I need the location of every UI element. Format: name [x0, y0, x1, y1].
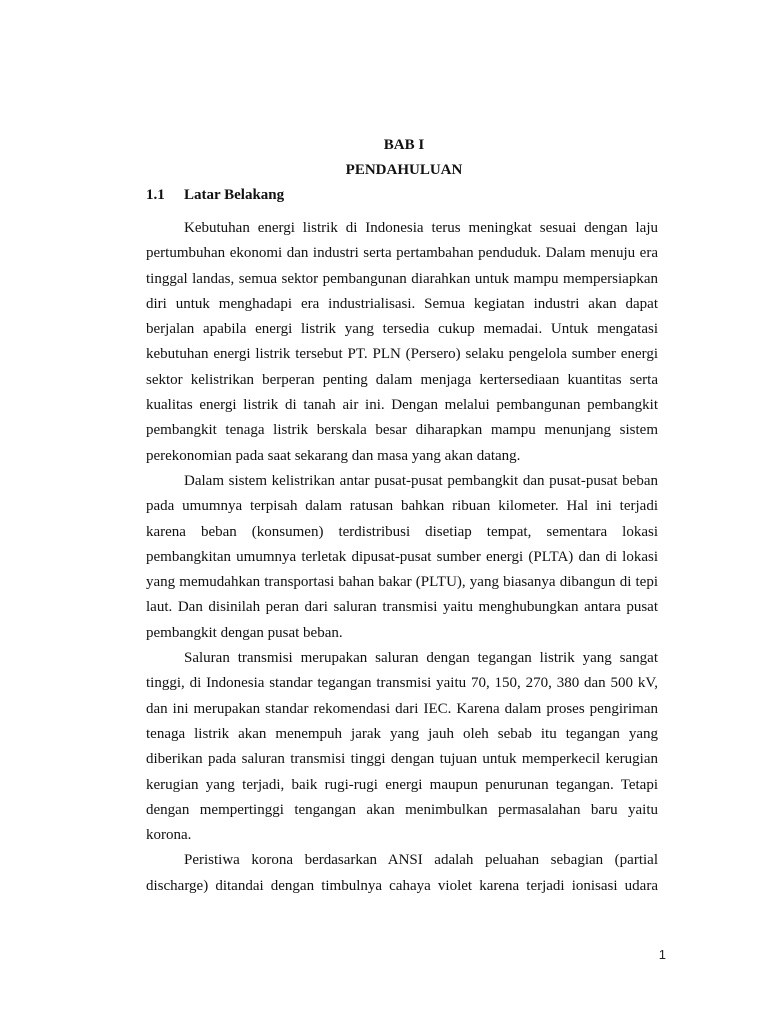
paragraph: Saluran transmisi merupakan saluran dengan tegangan listrik yang sangat tinggi, di Indonesia standar tegangan transmisi yaitu 70, 150, 270, 380 dan 500 kV, dan ini merupakan standar rekomendasi dari IEC. Karena dalam proses pengiriman tenaga listrik akan menempuh jarak yang jauh oleh sebab itu tegangan yang diberikan pada saluran transmisi tinggi dengan tujuan untuk memperkecil kerugian kerugian yang terjadi, baik rugi-rugi energi maupun penurunan tegangan. Tetapi dengan mempertinggi tengangan akan menimbulkan permasalahan baru yaitu korona. [146, 650, 658, 844]
paragraph: Kebutuhan energi listrik di Indonesia terus meningkat sesuai dengan laju pertumbuhan ekonomi dan industri serta pertambahan penduduk. Dalam menuju era tinggal landas, semua sektor pembangunan diarahkan untuk mampu mempersiapkan diri untuk menghadapi era industrialisasi. Semua kegiatan industri akan dapat berjalan apabila energi listrik yang tersedia cukup memadai. Untuk mengatasi kebutuhan energi listrik tersebut PT. PLN (Persero) selaku pengelola sumber energi sektor kelistrikan berperan penting dalam menjaga kertersediaan kuantitas serta kualitas energi listrik di tanah air ini. Dengan melalui pembangunan pembangkit pembangkit tenaga listrik berskala besar diharapkan mampu menunjang sistem perekonomian pada saat sekarang dan masa yang akan datang. [146, 220, 658, 464]
page-number: 1 [658, 947, 666, 962]
paragraph: Peristiwa korona berdasarkan ANSI adalah peluahan sebagian (partial discharge) ditandai dengan timbulnya cahaya violet karena terjadi ionisasi udara [146, 852, 658, 894]
paragraph: Dalam sistem kelistrikan antar pusat-pusat pembangkit dan pusat-pusat beban pada umumnya terpisah dalam ratusan bahkan ribuan kilometer. Hal ini terjadi karena beban (konsumen) terdistribusi disetiap tempat, sementara lokasi pembangkitan umumnya terletak dipusat-pusat sumber energi (PLTA) dan di lokasi yang memudahkan transportasi bahan bakar (PLTU), yang biasanya dibangun di tepi laut. Dan disinilah peran dari saluran transmisi yaitu menghubungkan antara pusat pembangkit dengan pusat beban. [146, 472, 658, 641]
body-text [146, 216, 658, 899]
chapter-number: BAB I [383, 137, 425, 153]
section-heading [146, 187, 284, 204]
chapter-title: PENDAHULUAN [345, 162, 463, 178]
section-title: Latar Belakang [184, 187, 285, 203]
section-number: 1.1 [146, 187, 165, 203]
